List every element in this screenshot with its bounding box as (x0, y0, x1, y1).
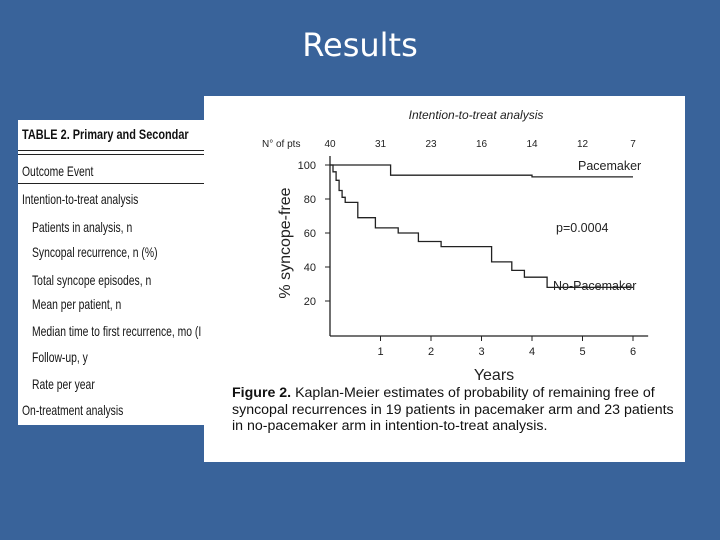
table-rule-top (18, 150, 204, 151)
slide-title: Results (302, 26, 418, 64)
kaplan-meier-chart (204, 96, 685, 386)
table-row: Rate per year (32, 376, 95, 392)
at-risk-count: 16 (475, 139, 488, 150)
y-tick-label: 80 (303, 194, 316, 206)
table-row: Syncopal recurrence, n (%) (32, 244, 158, 260)
table-row: Mean per patient, n (32, 296, 122, 312)
x-tick-label: 4 (528, 346, 536, 358)
chart-title: Intention-to-treat analysis (408, 108, 544, 122)
table-row: Median time to first recurrence, mo (I (32, 323, 202, 339)
at-risk-count: 40 (324, 139, 336, 150)
caption-label: Figure 2. (232, 385, 292, 401)
table-rule-header (18, 183, 204, 184)
at-risk-count: 23 (425, 139, 437, 150)
table-row-header: Outcome Event (22, 163, 94, 179)
at-risk-count: 12 (576, 139, 589, 150)
table-rule-top-double (18, 154, 204, 155)
series-label-no-pacemaker: No-Pacemaker (553, 279, 637, 293)
x-tick-label: 2 (427, 346, 435, 358)
table-row: Patients in analysis, n (32, 219, 133, 235)
x-axis-label: Years (473, 367, 515, 384)
x-tick-label: 3 (478, 346, 485, 358)
p-value-annotation: p=0.0004 (556, 221, 609, 235)
table-title: TABLE 2. Primary and Secondar (22, 126, 189, 142)
at-risk-label: N° of pts (262, 139, 301, 150)
figure-caption (232, 385, 680, 435)
x-tick-label: 5 (579, 346, 586, 358)
table-excerpt (18, 120, 204, 425)
table-row: On-treatment analysis (22, 402, 124, 418)
y-tick-label: 20 (303, 296, 316, 308)
y-tick-label: 60 (303, 228, 316, 240)
y-tick-label: 100 (297, 160, 316, 172)
table-row: Total syncope episodes, n (32, 272, 152, 288)
y-axis-label: % syncope-free (277, 187, 294, 299)
at-risk-count: 7 (630, 139, 636, 150)
table-row: Intention-to-treat analysis (22, 191, 139, 207)
y-tick-label: 40 (303, 262, 316, 274)
x-tick-label: 1 (377, 346, 384, 358)
caption-text: Kaplan-Meier estimates of probability of remaining free of syncopal recurrences in 19 patients in pacemaker arm and 23 patients in no-pacemaker arm in intention-to-treat analysis. (232, 385, 674, 434)
figure-panel (204, 96, 685, 462)
x-tick-label: 6 (629, 346, 637, 358)
table-row: Follow-up, y (32, 349, 88, 365)
at-risk-count: 31 (374, 139, 387, 150)
at-risk-count: 14 (526, 139, 538, 150)
series-label-pacemaker: Pacemaker (578, 159, 642, 173)
